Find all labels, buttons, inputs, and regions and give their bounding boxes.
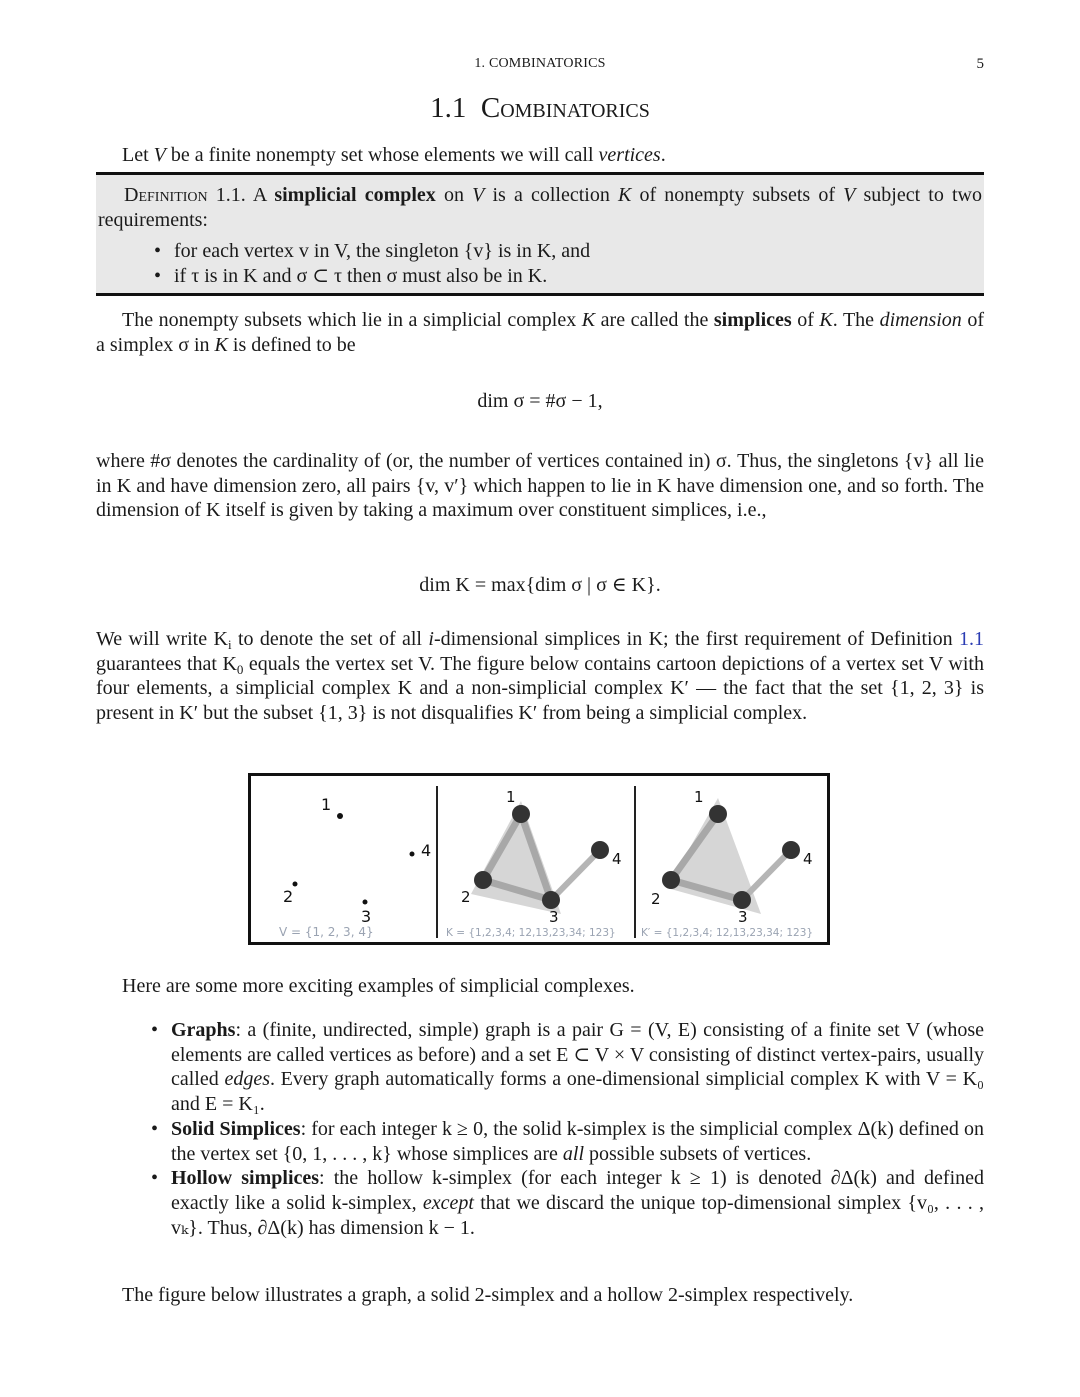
example-hollow-simplices: • Hollow simplices: the hollow k-simplex (for each integer k ≥ 1) is denoted ∂Δ(k) and defined exactly like a solid k-simplex, except that we discard the unique top-dimensional simplex {v₀, . . . , vₖ}. Thus, ∂Δ(k) has dimension k − 1. — [171, 1166, 984, 1240]
svg-text:3: 3 — [361, 907, 372, 926]
definition-requirements — [174, 239, 982, 288]
definition-label: Definition 1.1. — [124, 184, 246, 206]
panel-simplicial-complex — [446, 788, 622, 939]
paragraph-k-i: We will write $K_i$ to denote the set of all i-dimensional simplices in K; the first requirement of Definition 1.1 guarantees that $K_0$ equals the vertex set V. The figure below contains cartoon depictions of a vertex set V with four elements, a simplicial complex K and a non-simplicial complex K′ — the fact that the set {1, 2, 3} is present in K′ but the subset {1, 3} is not disqualifies K′ from being a simplicial complex. — [96, 628, 984, 725]
definition-ref-link[interactable]: 1.1 — [959, 628, 984, 650]
requirement-item: • for each vertex v in V, the singleton {v} is in K, and — [174, 239, 982, 264]
paragraph-simplices: The nonempty subsets which lie in a simplicial complex K are called the simplices of K. The dimension of a simplex σ in K is defined to be — [96, 309, 984, 356]
section-name: Combinatorics — [480, 92, 650, 124]
equation-dim-complex: dim K = max{dim σ | σ ∈ K}. — [419, 574, 661, 596]
svg-text:3: 3 — [549, 908, 559, 926]
svg-text:2: 2 — [651, 890, 661, 908]
intro-paragraph: Let V be a finite nonempty set whose elements we will call vertices. — [122, 144, 666, 166]
svg-text:K = {1,2,3,4; 12,13,23,34; 123: K = {1,2,3,4; 12,13,23,34; 123} — [446, 927, 616, 939]
equation-dim-simplex: dim σ = #σ − 1, — [477, 390, 603, 412]
svg-text:2: 2 — [461, 888, 471, 906]
svg-text:2: 2 — [283, 887, 294, 906]
definition-text: Definition 1.1. A simplicial complex on V is a collection K of nonempty subsets of V subject to two requirements: • for each vertex v in V, the singleton {v} is in K, and • if τ is in K and σ ⊂ τ then σ must also be in K. — [98, 183, 982, 289]
example-graphs: • Graphs: a (finite, undirected, simple) graph is a pair G = (V, E) consisting of a finite set V (whose elements are called vertices as before) and a set E ⊂ V × V consisting of distinct vertex-pairs, usually called edges. Every graph automatically forms a one-dimensional simplicial complex K with V = K₀ and E = K₁. — [171, 1018, 984, 1117]
figure-drawing — [251, 776, 827, 942]
running-head: 1. COMBINATORICS — [474, 56, 606, 71]
paragraph-figure-intro: The figure below illustrates a graph, a solid 2-simplex and a hollow 2-simplex respectively. — [122, 1284, 854, 1306]
svg-text:V = {1, 2, 3, 4}: V = {1, 2, 3, 4} — [279, 925, 374, 939]
panel-non-simplicial-complex — [641, 788, 813, 939]
svg-text:1: 1 — [321, 795, 332, 814]
panel-vertex-set — [279, 795, 431, 939]
svg-text:4: 4 — [612, 850, 622, 868]
requirement-item: • if τ is in K and σ ⊂ τ then σ must also be in K. — [174, 264, 982, 289]
svg-text:4: 4 — [421, 841, 432, 860]
svg-text:K′ = {1,2,3,4; 12,13,23,34; 12: K′ = {1,2,3,4; 12,13,23,34; 123} — [641, 927, 814, 939]
figure-simplicial-complexes — [248, 773, 830, 945]
section-title — [96, 92, 984, 125]
definition-term: simplicial complex — [274, 184, 436, 206]
paragraph-examples-intro: Here are some more exciting examples of simplicial complexes. — [122, 975, 635, 997]
svg-text:1: 1 — [506, 788, 516, 806]
svg-text:3: 3 — [738, 908, 748, 926]
definition-box — [96, 172, 984, 296]
section-number: 1.1 — [430, 92, 467, 124]
example-solid-simplices: • Solid Simplices: for each integer k ≥ 0, the solid k-simplex is the simplicial complex Δ(k) defined on the vertex set {0, 1, . . . , k} whose simplices are all possible subsets of vertices. — [171, 1117, 984, 1166]
page-number: 5 — [976, 56, 984, 72]
svg-text:4: 4 — [803, 850, 813, 868]
paragraph-cardinality: where #σ denotes the cardinality of (or, the number of vertices contained in) σ. Thus, the singletons {v} all lie in K and have dimension zero, all pairs {v, v′} which happen to lie in K have dimension one, and so forth. The dimension of K itself is given by taking a maximum over constituent simplices, i.e., — [96, 450, 984, 522]
examples-list — [171, 1018, 984, 1240]
svg-text:1: 1 — [694, 788, 704, 806]
